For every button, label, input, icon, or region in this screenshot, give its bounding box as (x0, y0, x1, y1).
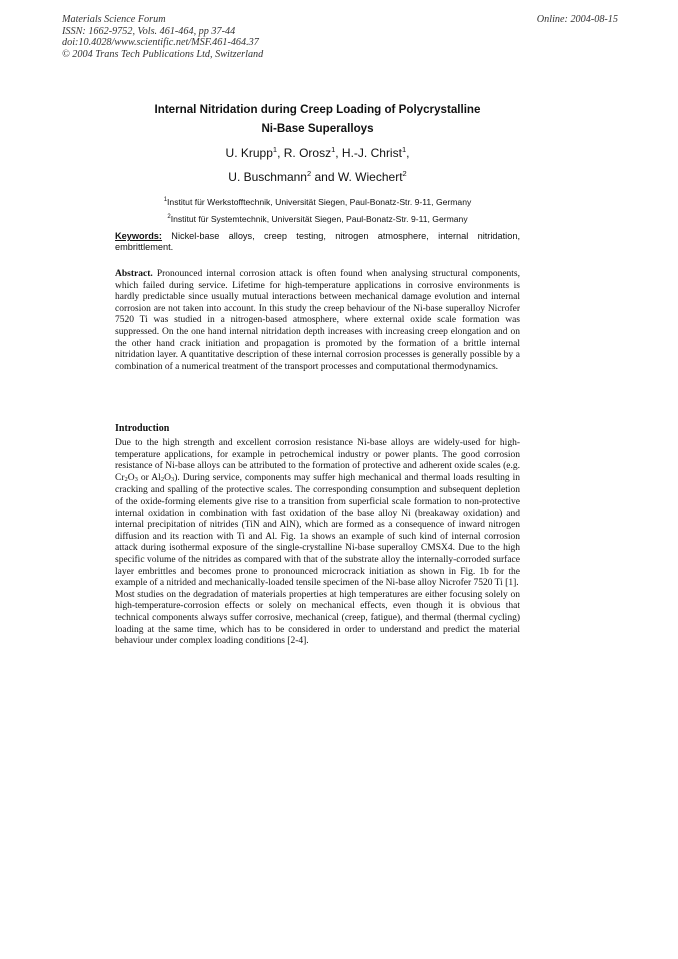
affil-text: Institut für Systemtechnik, Universität Siegen, Paul-Bonatz-Str. 9-11, Germany (170, 214, 468, 225)
text-run: O (127, 472, 135, 483)
running-header (62, 14, 618, 60)
affiliations (115, 193, 520, 228)
authors-line-1 (115, 140, 520, 164)
journal-name: Materials Science Forum (62, 14, 166, 25)
author-name: U. Buschmann (228, 169, 307, 184)
affiliation-1 (115, 193, 520, 210)
author-name: and W. Wiechert (311, 169, 403, 184)
author-name: U. Krupp (225, 146, 273, 160)
affil-mark: 1 (401, 145, 407, 154)
affiliation-2 (115, 210, 520, 227)
text-run: O (164, 472, 171, 483)
online-date: Online: 2004-08-15 (536, 14, 618, 25)
title-line-2: Ni-Base Superalloys (261, 122, 374, 135)
author-separator: , (406, 146, 410, 160)
author-name: , H.-J. Christ (335, 146, 402, 160)
affil-number: 1 (163, 197, 168, 203)
paragraph (115, 438, 520, 590)
author-list (115, 140, 520, 187)
text-run: Due to the high strength and excellent corrosion resistance Ni-base alloys are widely-used for high-temperature applications, for example in petrochemical industry or power plants. The good corrosion resistance of Ni-base alloys can be attributed to the formation of protective and adherent oxide scales (e.g. Cr (115, 438, 520, 483)
affil-mark: 2 (402, 168, 407, 178)
keywords-text: Nickel-base alloys, creep testing, nitrogen atmosphere, internal nitridation, embrittlement. (115, 231, 520, 253)
doi-line: doi:10.4028/www.scientific.net/MSF.461-464.37 (62, 37, 259, 49)
author-name: , R. Orosz (277, 146, 332, 160)
subscript: 3 (170, 475, 175, 483)
subscript: 2 (124, 475, 128, 483)
abstract (115, 269, 520, 373)
paper-title (115, 100, 520, 138)
abstract-text: Pronounced internal corrosion attack is often found when analysing structural components, which failed during service. Lifetime for high-temperature applications in corrosive environments is hardly predictable since usually mutual interactions between mechanical damage evolution and internal corrosion are not taken into account. In this study the creep behaviour of the Ni-base superalloy Nicrofer 7520 Ti was studied in a nitrogen-based atmosphere, where external oxide scale formation was suppressed. On the one hand internal nitridation depth increases with increasing creep elongation and on the other hand crack initiation and propagation is promoted by the formation of a brittle internal nitridation layer. A quantitative description of these internal corrosion processes is generally possible by a combination of a numerical treatment of the transport processes and computational thermodynamics. (115, 269, 520, 372)
introduction-body (115, 438, 520, 648)
keywords (115, 231, 520, 254)
affil-mark: 2 (306, 168, 312, 178)
subscript: 3 (134, 475, 138, 483)
text-run: ). During service, components may suffer high mechanical and thermal loads resulting in cracking and spalling of the protective scales. The corresponding consumption and subsequent depletion of the oxide-forming elements give rise to a transition from superficial scale formation to non-protective internal oxidation in combination with fast oxidation of the base alloy Ni (breakaway oxidation) and internal precipitation of nitrides (TiN and AlN), which are formed as a consequence of inward nitrogen diffusion and its reaction with Ti and Al. Fig. 1a shows an example of such kind of internal corrosion attack during isothermal exposure of the single-crystalline Ni-base superalloy CMSX4. Due to the high specific volume of the nitrides as compared with that of the substrate alloy the internally-corroded surface layer embrittles and becomes prone to pronounced microcrack initiation as shown in Fig. 1b for the example of a nitrided and mechanically-loaded tensile specimen of the Ni-base alloy Nicrofer 7520 Ti [1]. (115, 472, 520, 589)
title-line-1: Internal Nitridation during Creep Loading of Polycrystalline (154, 103, 481, 116)
affil-mark: 1 (272, 145, 278, 154)
text-run: or Al (137, 472, 161, 483)
issn-line: ISSN: 1662-9752, Vols. 461-464, pp 37-44 (62, 25, 236, 37)
affil-number: 2 (167, 214, 171, 221)
affil-mark: 1 (331, 145, 336, 154)
authors-line-2 (115, 164, 520, 188)
keywords-label: Keywords: (115, 231, 162, 241)
section-heading-introduction: Introduction (115, 423, 170, 434)
subscript: 2 (160, 475, 165, 483)
paragraph: Most studies on the degradation of materials properties at high temperatures are either focusing solely on high-temperature-corrosion effects or solely on mechanical effects, even though it is obvious that technical components always suffer corrosive, mechanical (creep, fatigue), and thermal (thermal cycling) loading at the same time, which has to be considered in order to understand and predict the material behaviour under complex loading conditions [2-4]. (115, 589, 520, 647)
abstract-label: Abstract. (115, 269, 153, 279)
copyright-line: © 2004 Trans Tech Publications Ltd, Switzerland (62, 48, 264, 60)
affil-text: Institut für Werkstofftechnik, Universität Siegen, Paul-Bonatz-Str. 9-11, Germany (167, 196, 472, 207)
